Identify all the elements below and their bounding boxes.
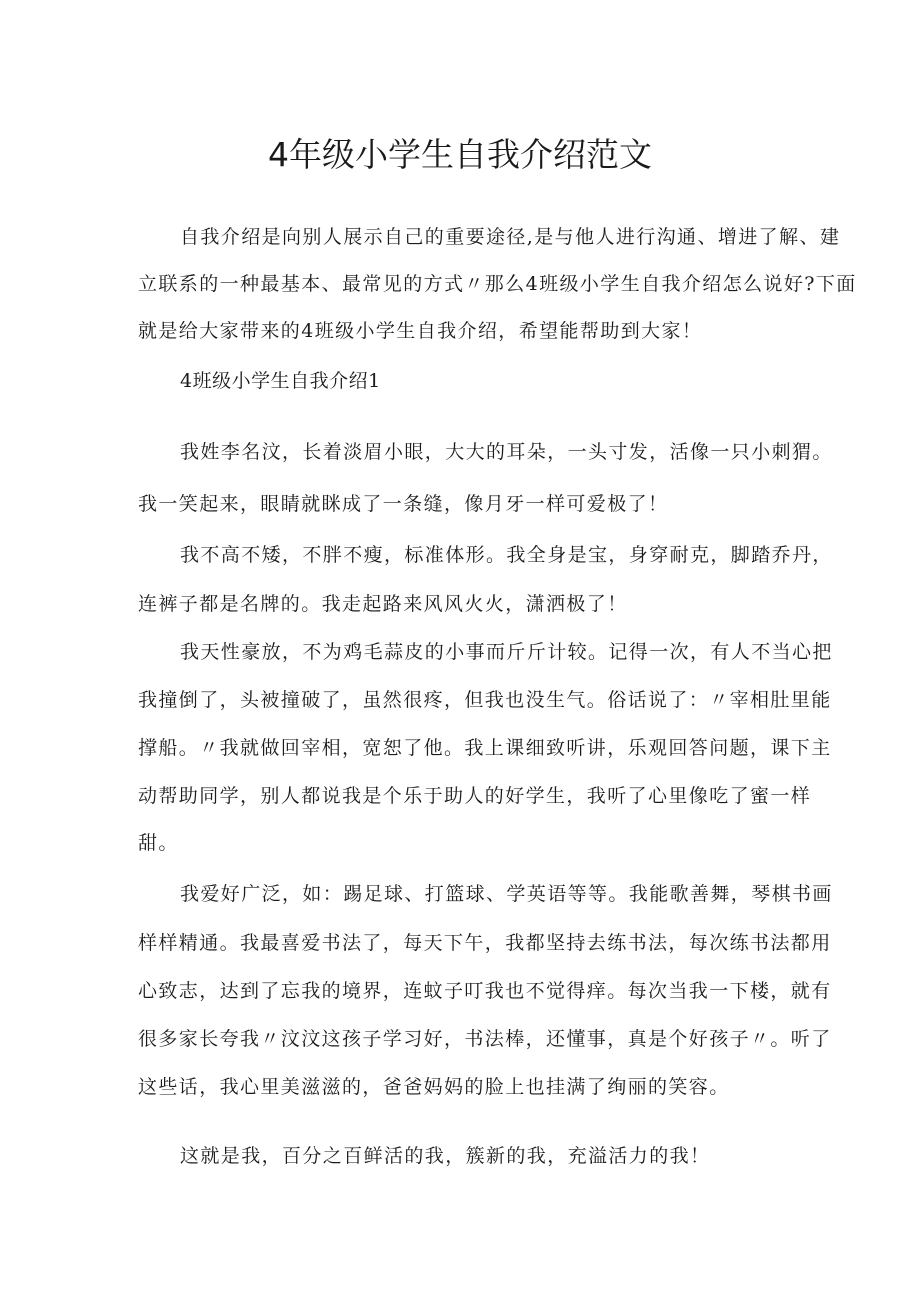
para4-line-4: 很多家长夸我〃汶汶这孩子学习好，书法棒，还懂事，真是个好孩子〃。听了 <box>138 1028 832 1050</box>
para1-line-1: 我姓李名汶，长着淡眉小眼，大大的耳朵，一头寸发，活像一只小刺猬。 <box>180 441 833 463</box>
para2-line-2: 连裤子都是名牌的。我走起路来风风火火，潇洒极了！ <box>138 593 628 615</box>
para1-line-2: 我一笑起来，眼睛就眯成了一条缝，像月牙一样可爱极了！ <box>138 493 669 515</box>
closing-line: 这就是我，百分之百鲜活的我，簇新的我，充溢活力的我！ <box>180 1145 711 1167</box>
para4-line-2: 样样精通。我最喜爱书法了，每天下午，我都坚持去练书法，每次练书法都用 <box>138 932 832 954</box>
intro-line-3: 就是给大家带来的4班级小学生自我介绍，希望能帮助到大家！ <box>138 320 703 342</box>
para4-line-5: 这些话，我心里美滋滋的，爸爸妈妈的脸上也挂满了绚丽的笑容。 <box>138 1076 730 1098</box>
para4-line-1: 我爱好广泛，如：踢足球、打篮球、学英语等等。我能歌善舞，琴棋书画 <box>180 883 833 905</box>
para2-line-1: 我不高不矮，不胖不瘦，标准体形。我全身是宝，身穿耐克，脚踏乔丹， <box>180 544 833 566</box>
para3-line-3: 撑船。〃我就做回宰相，宽恕了他。我上课细致听讲，乐观回答问题，课下主 <box>138 737 832 759</box>
document-title: 4年级小学生自我介绍范文 <box>268 135 652 174</box>
intro-line-1: 自我介绍是向别人展示自己的重要途径,是与他人进行沟通、增进了解、建 <box>180 226 841 248</box>
para3-line-1: 我天性豪放，不为鸡毛蒜皮的小事而斤斤计较。记得一次，有人不当心把 <box>180 641 833 663</box>
para3-line-5: 甜。 <box>138 832 179 854</box>
section-heading: 4班级小学生自我介绍1 <box>180 370 381 392</box>
para4-line-3: 心致志，达到了忘我的境界，连蚊子叮我也不觉得痒。每次当我一下楼，就有 <box>138 980 832 1002</box>
para3-line-4: 动帮助同学，别人都说我是个乐于助人的好学生，我听了心里像吃了蜜一样 <box>138 785 812 807</box>
intro-line-2: 立联系的一种最基本、最常见的方式〃那么4班级小学生自我介绍怎么说好?下面 <box>138 273 857 295</box>
para3-line-2: 我撞倒了，头被撞破了，虽然很疼，但我也没生气。俗话说了：〃宰相肚里能 <box>138 689 832 711</box>
